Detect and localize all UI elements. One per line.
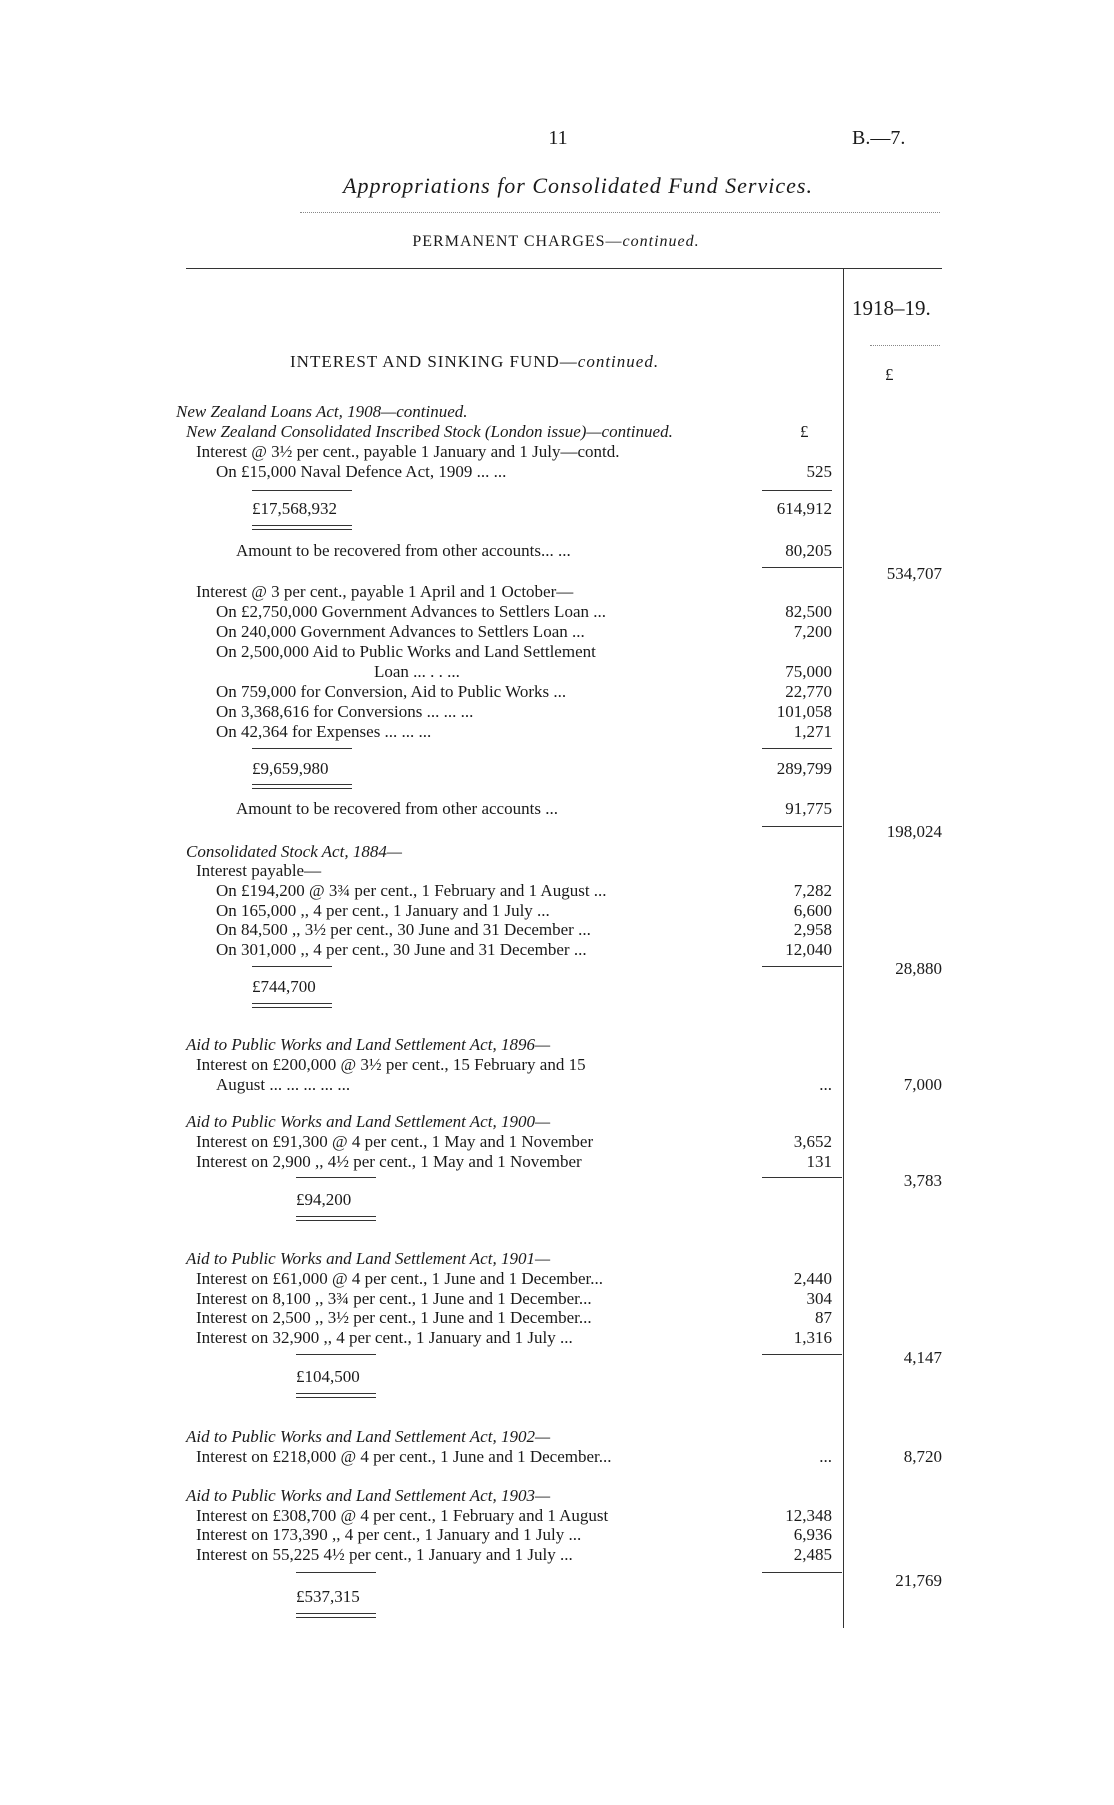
- apw-1902-line: Interest on £218,000 @ 4 per cent., 1 June and 1 December...: [196, 1447, 612, 1466]
- net-rule: [762, 1572, 842, 1573]
- apw-1900-row-label: Interest on 2,900 ,, 4½ per cent., 1 May and 1 November: [196, 1152, 582, 1171]
- year-column-currency: £: [885, 365, 894, 384]
- amount-column-currency: £: [800, 422, 809, 441]
- apw-1896-amount: ...: [819, 1075, 832, 1094]
- three-pct-recovered-label: Amount to be recovered from other accounts ...: [236, 799, 558, 818]
- subtotal-rule: [252, 748, 352, 749]
- double-rule: [296, 1613, 376, 1618]
- apw-1900-net-total: 3,783: [903, 1171, 942, 1190]
- three-pct-row-label: On 42,364 for Expenses ... ... ...: [216, 722, 432, 741]
- three-pct-row-amount: 7,200: [793, 622, 832, 641]
- page-subtitle: PERMANENT CHARGES—continued.: [412, 233, 700, 250]
- double-rule: [296, 1216, 376, 1221]
- three-pct-row-amount: 82,500: [785, 602, 832, 621]
- cons-1884-heading: Consolidated Stock Act, 1884—: [186, 842, 402, 861]
- three-pct-row-label: On 240,000 Government Advances to Settlers Loan ...: [216, 622, 585, 641]
- nz-loans-subheading: New Zealand Consolidated Inscribed Stock (London issue)—continued.: [186, 422, 673, 441]
- apw-1902-heading: Aid to Public Works and Land Settlement Act, 1902—: [186, 1427, 551, 1446]
- subtotal-rule: [296, 1572, 376, 1573]
- naval-defence-amount: 525: [806, 462, 832, 481]
- nz-loans-recovered-amount: 80,205: [785, 541, 832, 560]
- apw-1901-heading: Aid to Public Works and Land Settlement Act, 1901—: [186, 1249, 551, 1268]
- three-pct-row-label: On 2,500,000 Aid to Public Works and Land Settlement: [216, 642, 596, 661]
- year-column-divider: [843, 268, 844, 1628]
- apw-1896-net-total: 7,000: [903, 1075, 942, 1094]
- apw-1900-heading: Aid to Public Works and Land Settlement Act, 1900—: [186, 1112, 551, 1131]
- apw-1901-row-amount: 2,440: [793, 1269, 832, 1288]
- cons-1884-subtotal-principal: £744,700: [252, 977, 316, 996]
- apw-1896-heading: Aid to Public Works and Land Settlement Act, 1896—: [186, 1035, 551, 1054]
- nz-loans-net-total: 534,707: [886, 564, 942, 583]
- double-rule: [252, 1003, 332, 1008]
- cons-1884-row-label: On 165,000 ,, 4 per cent., 1 January and 1 July ...: [216, 901, 550, 920]
- title-rule: [300, 212, 940, 213]
- three-pct-row-amount: 75,000: [785, 662, 832, 681]
- apw-1901-row-label: Interest on 2,500 ,, 3½ per cent., 1 June and 1 December...: [196, 1308, 592, 1327]
- apw-1903-net-total: 21,769: [895, 1571, 942, 1590]
- apw-1900-subtotal-principal: £94,200: [296, 1190, 352, 1209]
- three-pct-heading: Interest @ 3 per cent., payable 1 April and 1 October—: [196, 582, 574, 601]
- apw-1903-row-label: Interest on £308,700 @ 4 per cent., 1 February and 1 August: [196, 1506, 609, 1525]
- net-rule: [762, 826, 842, 827]
- cons-1884-subheading: Interest payable—: [196, 861, 322, 880]
- apw-1901-net-total: 4,147: [903, 1348, 942, 1367]
- net-rule: [762, 1354, 842, 1355]
- nz-loans-subtotal-principal: £17,568,932: [252, 499, 337, 518]
- table-top-rule: [186, 268, 942, 269]
- apw-1901-row-amount: 87: [815, 1308, 832, 1327]
- apw-1901-row-amount: 1,316: [793, 1328, 832, 1347]
- three-pct-row-label: On 759,000 for Conversion, Aid to Public Works ...: [216, 682, 567, 701]
- three-pct-row-label: Loan ... . . ...: [374, 662, 460, 681]
- three-pct-row-amount: 1,271: [793, 722, 832, 741]
- cons-1884-row-amount: 12,040: [785, 940, 832, 959]
- apw-1903-heading: Aid to Public Works and Land Settlement Act, 1903—: [186, 1486, 551, 1505]
- double-rule: [296, 1393, 376, 1398]
- apw-1900-row-amount: 131: [806, 1152, 832, 1171]
- apw-1903-row-amount: 6,936: [793, 1525, 832, 1544]
- apw-1903-row-amount: 12,348: [785, 1506, 832, 1525]
- three-pct-row-amount: 101,058: [776, 702, 832, 721]
- apw-1903-subtotal-principal: £537,315: [296, 1587, 360, 1606]
- nz-loans-subtotal-amount: 614,912: [776, 499, 832, 518]
- cons-1884-row-label: On £194,200 @ 3¾ per cent., 1 February and 1 August ...: [216, 881, 607, 900]
- apw-1901-row-amount: 304: [806, 1289, 832, 1308]
- three-pct-row-label: On 3,368,616 for Conversions ... ... ...: [216, 702, 474, 721]
- nz-loans-heading: New Zealand Loans Act, 1908—continued.: [176, 402, 468, 421]
- apw-1900-row-amount: 3,652: [793, 1132, 832, 1151]
- double-rule: [252, 784, 352, 789]
- three-pct-subtotal-principal: £9,659,980: [252, 759, 329, 778]
- apw-1903-row-label: Interest on 173,390 ,, 4 per cent., 1 January and 1 July ...: [196, 1525, 582, 1544]
- subtotal-rule: [762, 490, 832, 491]
- subtotal-rule: [252, 490, 352, 491]
- apw-1903-row-amount: 2,485: [793, 1545, 832, 1564]
- apw-1896-line: Interest on £200,000 @ 3½ per cent., 15 February and 15: [196, 1055, 586, 1074]
- apw-1902-amount: ...: [819, 1447, 832, 1466]
- page-title: Appropriations for Consolidated Fund Services.: [343, 173, 813, 198]
- subtotal-rule: [296, 1177, 376, 1178]
- apw-1896-line: August ... ... ... ... ...: [216, 1075, 351, 1094]
- three-pct-row-amount: 22,770: [785, 682, 832, 701]
- double-rule: [252, 525, 352, 530]
- nz-loans-recovered-label: Amount to be recovered from other accounts... ...: [236, 541, 571, 560]
- cons-1884-row-amount: 7,282: [793, 881, 832, 900]
- apw-1901-row-label: Interest on £61,000 @ 4 per cent., 1 June and 1 December...: [196, 1269, 604, 1288]
- cons-1884-row-label: On 301,000 ,, 4 per cent., 30 June and 31 December ...: [216, 940, 587, 959]
- cons-1884-row-amount: 2,958: [793, 920, 832, 939]
- cons-1884-row-amount: 6,600: [793, 901, 832, 920]
- subtotal-rule: [296, 1354, 376, 1355]
- apw-1900-row-label: Interest on £91,300 @ 4 per cent., 1 May and 1 November: [196, 1132, 594, 1151]
- cons-1884-row-label: On 84,500 ,, 3½ per cent., 30 June and 31 December ...: [216, 920, 591, 939]
- nz-loans-interest-line: Interest @ 3½ per cent., payable 1 January and 1 July—contd.: [196, 442, 620, 461]
- year-column-header: 1918–19.: [852, 296, 931, 320]
- apw-1901-row-label: Interest on 32,900 ,, 4 per cent., 1 January and 1 July ...: [196, 1328, 573, 1347]
- net-rule: [762, 1177, 842, 1178]
- three-pct-net-total: 198,024: [886, 822, 942, 841]
- apw-1902-net-total: 8,720: [903, 1447, 942, 1466]
- net-rule: [762, 966, 842, 967]
- cons-1884-net-total: 28,880: [895, 959, 942, 978]
- net-rule: [762, 567, 842, 568]
- section-heading: INTEREST AND SINKING FUND—continued.: [290, 352, 660, 371]
- page-number: 11: [548, 127, 568, 149]
- apw-1901-subtotal-principal: £104,500: [296, 1367, 360, 1386]
- three-pct-recovered-amount: 91,775: [785, 799, 832, 818]
- year-column-rule: [870, 345, 940, 346]
- apw-1901-row-label: Interest on 8,100 ,, 3¾ per cent., 1 June and 1 December...: [196, 1289, 592, 1308]
- apw-1903-row-label: Interest on 55,225 4½ per cent., 1 January and 1 July ...: [196, 1545, 573, 1564]
- subtotal-rule: [762, 748, 832, 749]
- three-pct-row-label: On £2,750,000 Government Advances to Settlers Loan ...: [216, 602, 606, 621]
- three-pct-subtotal-amount: 289,799: [776, 759, 832, 778]
- subtotal-rule: [252, 966, 332, 967]
- document-reference: B.—7.: [852, 127, 906, 149]
- naval-defence-line: On £15,000 Naval Defence Act, 1909 ... ...: [216, 462, 507, 481]
